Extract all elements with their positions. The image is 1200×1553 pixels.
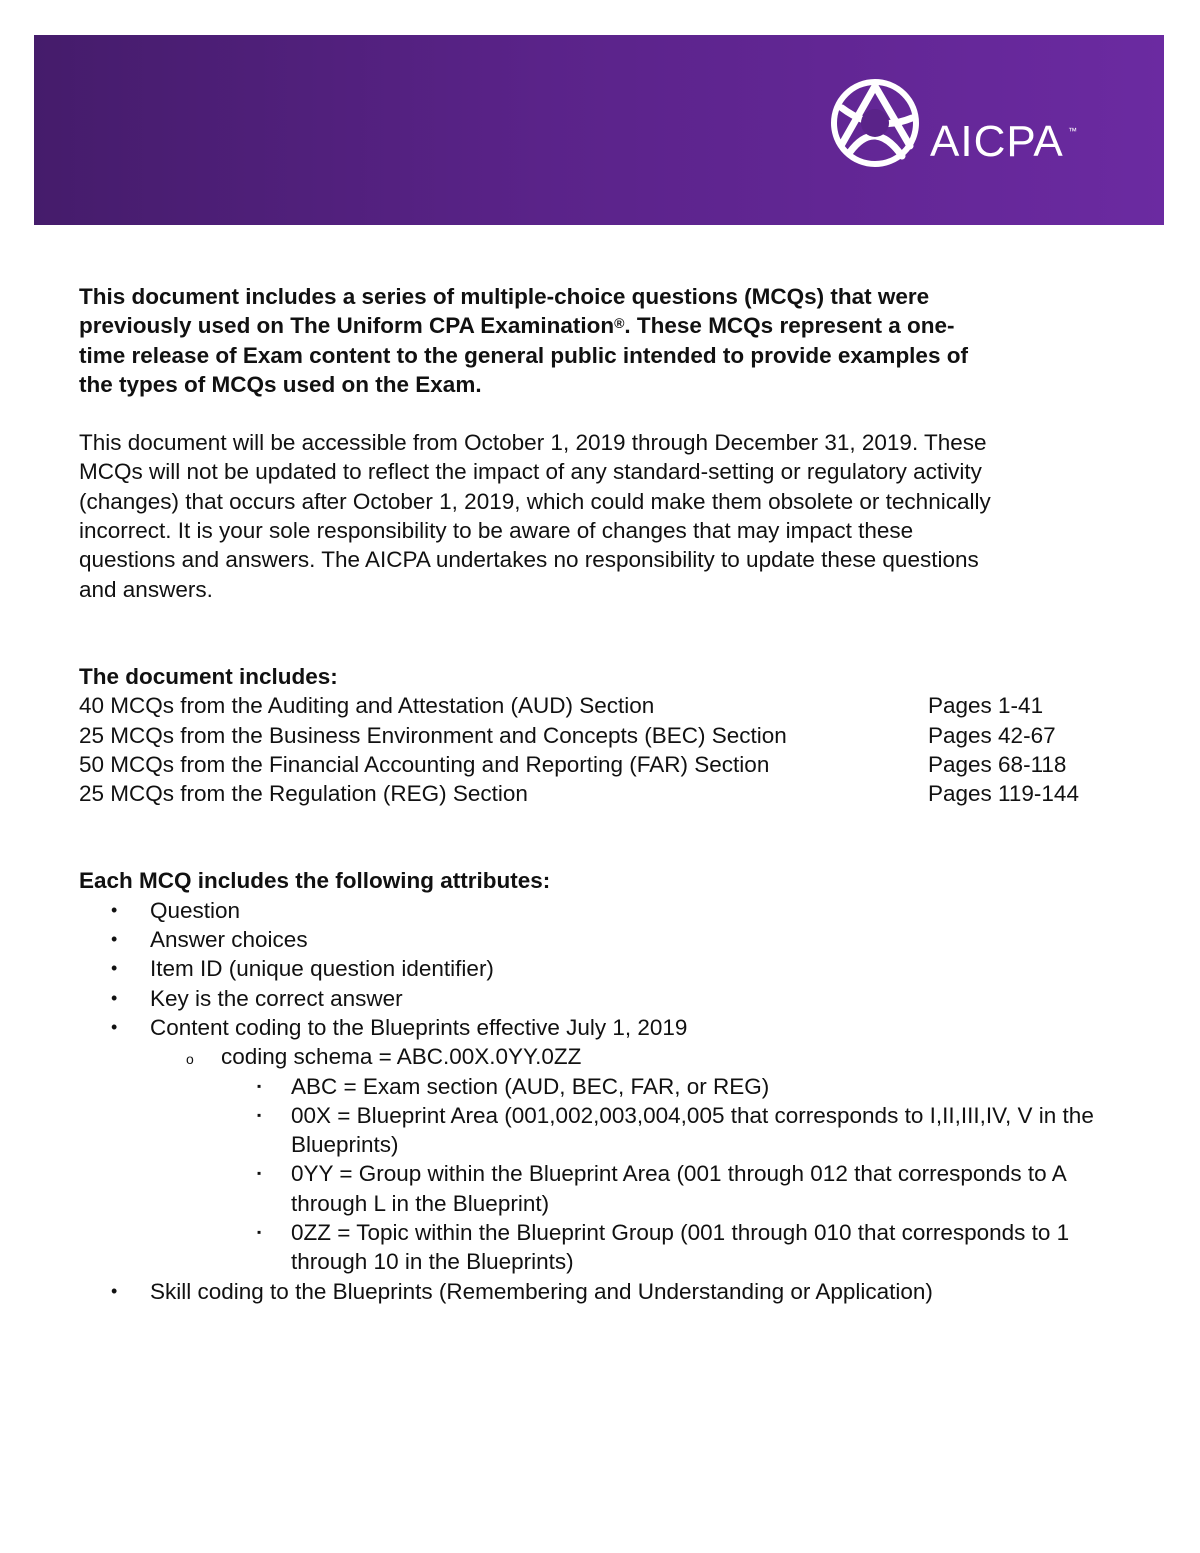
attributes-heading: Each MCQ includes the following attributes:: [79, 868, 551, 894]
contents-heading: The document includes:: [79, 663, 338, 689]
attributes-list: [79, 896, 1139, 1306]
list-item: • Item ID (unique question identifier): [79, 954, 1139, 983]
contents-section: [79, 662, 1139, 808]
list-item: ▪ 00X = Blueprint Area (001,002,003,004,005 that corresponds to I,II,III,IV, V in the Blueprints): [221, 1101, 1139, 1160]
toc-row: 50 MCQs from the Financial Accounting and Reporting (FAR) Section Pages 68-118: [79, 751, 1067, 777]
list-item: • Content coding to the Blueprints effective July 1, 2019 o coding schema = ABC.00X.0YY.0ZZ ▪ ABC = Exam section (AUD, BEC, FAR, or REG) ▪ 00X = Blueprint Area (001,002,003,004,005 that corresponds to I,II,III,IV, V in the Blueprints) ▪ 0YY = Group within the Blueprint Area (001 through 012 that corresponds to A through L in the Blueprint) ▪ 0ZZ = Topic within the Blueprint Group (001 through 010 that corresponds to 1 through 10 in the Blueprints): [79, 1013, 1139, 1277]
list-item: • Question: [79, 896, 1139, 925]
schema-list: [221, 1072, 1139, 1277]
list-item: • Answer choices: [79, 925, 1139, 954]
aicpa-logo-mark-icon: [830, 78, 920, 168]
toc-row: 25 MCQs from the Business Environment and Concepts (BEC) Section Pages 42-67: [79, 722, 1056, 748]
list-item: • Skill coding to the Blueprints (Remembering and Understanding or Application): [79, 1277, 1139, 1306]
list-item: ▪ 0YY = Group within the Blueprint Area (001 through 012 that corresponds to A through L in the Blueprint): [221, 1159, 1139, 1218]
attributes-section: [79, 866, 1139, 1305]
document-body: [79, 282, 1139, 1306]
list-item: ▪ ABC = Exam section (AUD, BEC, FAR, or REG): [221, 1072, 1139, 1101]
trademark-symbol: ™: [1068, 126, 1077, 136]
notice-paragraph: This document will be accessible from October 1, 2019 through December 31, 2019. These MCQs will not be updated to reflect the impact of any standard-setting or regulatory activity (changes) that occurs after October 1, 2019, which could make them obsolete or technically incorrect. It is your sole responsibility to be aware of changes that may impact these questions and answers. The AICPA undertakes no responsibility to update these questions and answers.: [79, 430, 991, 602]
toc-row: 40 MCQs from the Auditing and Attestation (AUD) Section Pages 1-41: [79, 693, 1044, 719]
registered-mark: ®: [614, 315, 625, 332]
aicpa-logo-text: AICPA: [930, 117, 1064, 166]
intro-paragraph: This document includes a series of multiple-choice questions (MCQs) that were previously used on The Uniform CPA Examination®. These MCQs represent a one- time release of Exam content to the general public intended to provide examples of the types of MCQs used on the Exam.: [79, 284, 968, 397]
list-item: o coding schema = ABC.00X.0YY.0ZZ ▪ ABC = Exam section (AUD, BEC, FAR, or REG) ▪ 00X = Blueprint Area (001,002,003,004,005 that corresponds to I,II,III,IV, V in the Blueprints) ▪ 0YY = Group within the Blueprint Area (001 through 012 that corresponds to A through L in the Blueprint) ▪ 0ZZ = Topic within the Blueprint Group (001 through 010 that corresponds to 1 through 10 in the Blueprints): [150, 1042, 1139, 1276]
list-item: ▪ 0ZZ = Topic within the Blueprint Group (001 through 010 that corresponds to 1 through 10 in the Blueprints): [221, 1218, 1139, 1277]
toc-row: 25 MCQs from the Regulation (REG) Section Pages 119-144: [79, 781, 1079, 807]
aicpa-logo: [830, 78, 1090, 178]
sub-list: [150, 1042, 1139, 1276]
list-item: • Key is the correct answer: [79, 984, 1139, 1013]
